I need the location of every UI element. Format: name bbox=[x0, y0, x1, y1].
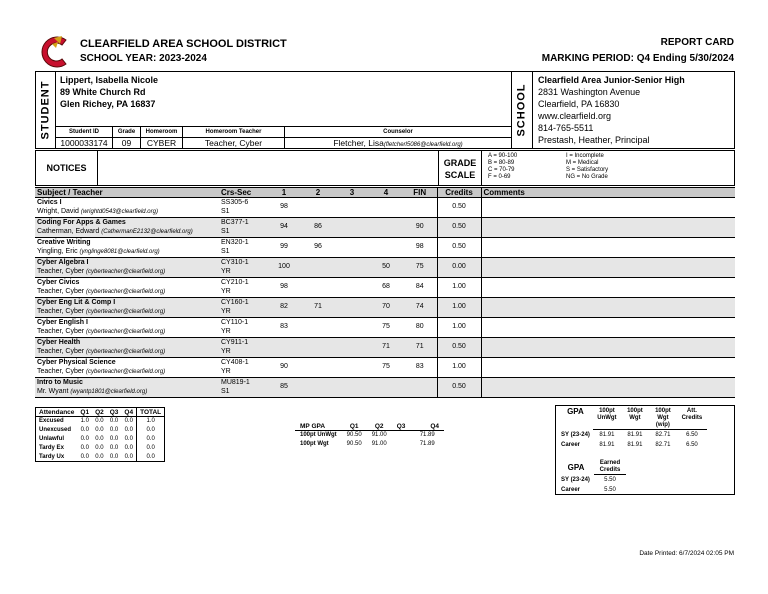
q3-grade bbox=[335, 338, 369, 358]
report-card-title: REPORT CARD bbox=[660, 37, 734, 48]
comments bbox=[481, 258, 735, 278]
credits: 1.00 bbox=[437, 278, 481, 298]
comments bbox=[481, 298, 735, 318]
grade-row bbox=[35, 258, 735, 278]
subject-cell bbox=[35, 218, 219, 238]
school-name: Clearfield Area Junior-Senior High bbox=[538, 75, 685, 85]
student-address1: 89 White Church Rd bbox=[60, 87, 146, 97]
teacher-name: Teacher, Cyber (cyberteacher@clearfield.org) bbox=[37, 268, 166, 275]
final-grade bbox=[403, 198, 437, 218]
student-id-cell: Student ID 1000033174 bbox=[56, 126, 112, 149]
grade-cell: Grade 09 bbox=[112, 126, 140, 149]
homeroom-teacher: Teacher, Cyber bbox=[204, 138, 263, 148]
q1-grade: 98 bbox=[267, 278, 301, 298]
col-q2: 2 bbox=[301, 188, 335, 198]
grades-table bbox=[35, 187, 735, 398]
teacher-name: Yingling, Eric (ynglinge8081@clearfield.org) bbox=[37, 248, 160, 255]
grade-row bbox=[35, 298, 735, 318]
q2-grade bbox=[301, 198, 335, 218]
homeroom-teacher-cell: Homeroom Teacher Teacher, Cyber bbox=[182, 126, 284, 149]
subject-name: Cyber Physical Science bbox=[37, 359, 116, 366]
school-logo-icon bbox=[36, 34, 76, 70]
earned-credits-table: GPA Earned Credits SY (23-24) 5.50 Career 5.50 bbox=[558, 460, 626, 495]
q1-grade: 100 bbox=[267, 258, 301, 278]
comments bbox=[481, 238, 735, 258]
q2-grade bbox=[301, 318, 335, 338]
q3-grade bbox=[335, 218, 369, 238]
school-web: www.clearfield.org bbox=[538, 111, 612, 121]
teacher-name: Mr. Wyant (wyantp1801@clearfield.org) bbox=[37, 388, 148, 395]
subject-name: Civics I bbox=[37, 199, 62, 206]
grade-row bbox=[35, 218, 735, 238]
teacher-name: Catherman, Edward (CathermanE2132@clearfield.org) bbox=[37, 228, 193, 235]
student-label: STUDENT bbox=[36, 72, 56, 148]
attendance-row: Tardy Ux 0.0 0.0 0.0 0.0 0.0 bbox=[36, 453, 165, 462]
student-school-box bbox=[35, 71, 735, 149]
crs-sec-cell: BC377-1 S1 bbox=[219, 218, 267, 238]
subject-name: Cyber Health bbox=[37, 339, 81, 346]
col-comments: Comments bbox=[481, 188, 735, 198]
final-grade: 98 bbox=[403, 238, 437, 258]
attendance-table: Attendance Q1 Q2 Q3 Q4 TOTAL Excused 1.0 0.0 0.0 0.0 1.0 Unexcused 0.0 0.0 0.0 0.0 0.0 Unlawful 0.0 0.0 0.0 0.0 0.0 Tardy Ex 0.0 0.0 0.0 0.0 0.0 Tardy Ux 0.0 0.0 0.0 0.0 0.0 bbox=[35, 407, 165, 462]
subject-cell bbox=[35, 238, 219, 258]
q1-grade: 90 bbox=[267, 358, 301, 378]
district-name: CLEARFIELD AREA SCHOOL DISTRICT bbox=[80, 38, 287, 50]
q4-grade: 70 bbox=[369, 298, 403, 318]
grade-row bbox=[35, 278, 735, 298]
final-grade: 74 bbox=[403, 298, 437, 318]
crs-sec-cell: CY310-1 YR bbox=[219, 258, 267, 278]
subject-cell bbox=[35, 298, 219, 318]
col-subject: Subject / Teacher bbox=[35, 188, 219, 198]
grade-row bbox=[35, 378, 735, 398]
q3-grade bbox=[335, 278, 369, 298]
subject-cell bbox=[35, 358, 219, 378]
date-printed: Date Printed: 6/7/2024 02:05 PM bbox=[639, 550, 734, 557]
crs-sec-cell: CY408-1 YR bbox=[219, 358, 267, 378]
gpa-row: SY (23-24) 81.91 81.91 82.71 6.50 bbox=[561, 431, 698, 438]
q1-grade: 85 bbox=[267, 378, 301, 398]
subject-cell bbox=[35, 278, 219, 298]
student-grade: 09 bbox=[121, 138, 132, 148]
subject-cell bbox=[35, 198, 219, 218]
subject-name: Coding For Apps & Games bbox=[37, 219, 126, 226]
subject-cell bbox=[35, 318, 219, 338]
school-info bbox=[538, 74, 685, 146]
q1-grade: 99 bbox=[267, 238, 301, 258]
crs-sec-cell: MU819-1 S1 bbox=[219, 378, 267, 398]
comments bbox=[481, 198, 735, 218]
notices-label: NOTICES bbox=[36, 151, 98, 185]
q2-grade bbox=[301, 358, 335, 378]
student-id: 1000033174 bbox=[60, 138, 108, 148]
homeroom-cell: Homeroom CYBER bbox=[140, 126, 182, 149]
subject-name: Creative Writing bbox=[37, 239, 91, 246]
school-year: SCHOOL YEAR: 2023-2024 bbox=[80, 53, 207, 64]
q1-grade: 82 bbox=[267, 298, 301, 318]
credits: 0.50 bbox=[437, 238, 481, 258]
q4-grade bbox=[369, 378, 403, 398]
q3-grade bbox=[335, 358, 369, 378]
crs-sec-cell: CY110-1 YR bbox=[219, 318, 267, 338]
teacher-name: Teacher, Cyber (cyberteacher@clearfield.org) bbox=[37, 308, 166, 315]
grade-row bbox=[35, 318, 735, 338]
comments bbox=[481, 358, 735, 378]
grade-row bbox=[35, 198, 735, 218]
q2-grade: 96 bbox=[301, 238, 335, 258]
final-grade: 90 bbox=[403, 218, 437, 238]
attendance-row: Unexcused 0.0 0.0 0.0 0.0 0.0 bbox=[36, 426, 165, 435]
comments bbox=[481, 218, 735, 238]
final-grade: 83 bbox=[403, 358, 437, 378]
q3-grade bbox=[335, 238, 369, 258]
school-phone: 814-765-5511 bbox=[538, 123, 594, 133]
student-name: Lippert, Isabella Nicole bbox=[60, 75, 159, 85]
q1-grade: 98 bbox=[267, 198, 301, 218]
q3-grade bbox=[335, 258, 369, 278]
col-credits: Credits bbox=[437, 188, 481, 198]
comments bbox=[481, 318, 735, 338]
teacher-name: Teacher, Cyber (cyberteacher@clearfield.org) bbox=[37, 368, 166, 375]
student-id-row bbox=[56, 126, 511, 149]
grade-scale-codes: I = Incomplete M = Medical S = Satisfactory NG = No Grade bbox=[566, 153, 609, 180]
q1-grade: 94 bbox=[267, 218, 301, 238]
earned-credits-row: Career 5.50 bbox=[561, 486, 616, 493]
teacher-name: Teacher, Cyber (cyberteacher@clearfield.org) bbox=[37, 348, 166, 355]
teacher-name: Teacher, Cyber (cyberteacher@clearfield.org) bbox=[37, 288, 166, 295]
student-homeroom: CYBER bbox=[146, 138, 177, 148]
attendance-row: Unlawful 0.0 0.0 0.0 0.0 0.0 bbox=[36, 435, 165, 444]
q1-grade bbox=[267, 338, 301, 358]
subject-cell bbox=[35, 378, 219, 398]
credits: 1.00 bbox=[437, 298, 481, 318]
credits: 0.50 bbox=[437, 338, 481, 358]
q3-grade bbox=[335, 298, 369, 318]
q4-grade: 75 bbox=[369, 358, 403, 378]
comments bbox=[481, 378, 735, 398]
crs-sec-cell: CY911-1 YR bbox=[219, 338, 267, 358]
credits: 0.50 bbox=[437, 198, 481, 218]
gpa-table: GPA 100pt UnWgt 100pt Wgt 100pt Wgt (wip) Att. Credits SY (23-24) 81.91 81.91 82.71 6.50 Career 81.91 81.91 82.71 6.50 bbox=[558, 408, 707, 450]
crs-sec-cell: EN320-1 S1 bbox=[219, 238, 267, 258]
credits: 1.00 bbox=[437, 318, 481, 338]
comments bbox=[481, 278, 735, 298]
attendance-row: Excused 1.0 0.0 0.0 0.0 1.0 bbox=[36, 417, 165, 426]
q4-grade bbox=[369, 218, 403, 238]
final-grade: 84 bbox=[403, 278, 437, 298]
q3-grade bbox=[335, 378, 369, 398]
q2-grade: 71 bbox=[301, 298, 335, 318]
q2-grade bbox=[301, 378, 335, 398]
school-principal: Prestash, Heather, Principal bbox=[538, 135, 650, 145]
subject-name: Intro to Music bbox=[37, 379, 83, 386]
col-q4: 4 bbox=[369, 188, 403, 198]
mp-gpa-row: 100pt Wgt 90.50 91.00 71.89 bbox=[300, 441, 435, 447]
q2-grade: 86 bbox=[301, 218, 335, 238]
q3-grade bbox=[335, 318, 369, 338]
col-q3: 3 bbox=[335, 188, 369, 198]
q1-grade: 83 bbox=[267, 318, 301, 338]
teacher-name: Wright, David (wrightd0543@clearfield.org) bbox=[37, 208, 158, 215]
grade-row bbox=[35, 338, 735, 358]
earned-credits-row: SY (23-24) 5.50 bbox=[561, 476, 616, 483]
grade-scale-letters: A = 90-100 B = 80-89 C = 70-79 F = 0-69 bbox=[488, 153, 518, 180]
q4-grade: 75 bbox=[369, 318, 403, 338]
q4-grade: 68 bbox=[369, 278, 403, 298]
subject-name: Cyber English I bbox=[37, 319, 88, 326]
subject-cell bbox=[35, 338, 219, 358]
col-crs-sec: Crs-Sec bbox=[219, 188, 267, 198]
credits: 1.00 bbox=[437, 358, 481, 378]
grades-header-row bbox=[35, 188, 735, 198]
q2-grade bbox=[301, 278, 335, 298]
teacher-name: Teacher, Cyber (cyberteacher@clearfield.org) bbox=[37, 328, 166, 335]
counselor-cell: Counselor Fletcher, Lisa(fletcherl5086@clearfield.org) bbox=[284, 126, 511, 149]
q4-grade bbox=[369, 238, 403, 258]
grade-row bbox=[35, 358, 735, 378]
subject-name: Cyber Eng Lit & Comp I bbox=[37, 299, 116, 306]
subject-name: Cyber Civics bbox=[37, 279, 80, 286]
final-grade: 80 bbox=[403, 318, 437, 338]
counselor: Fletcher, Lisa(fletcherl5086@clearfield.org) bbox=[333, 138, 463, 148]
credits: 0.50 bbox=[437, 218, 481, 238]
attendance-row: Tardy Ex 0.0 0.0 0.0 0.0 0.0 bbox=[36, 444, 165, 453]
final-grade: 71 bbox=[403, 338, 437, 358]
student-info bbox=[60, 74, 158, 110]
col-q1: 1 bbox=[267, 188, 301, 198]
q4-grade: 71 bbox=[369, 338, 403, 358]
gpa-row: Career 81.91 81.91 82.71 6.50 bbox=[561, 441, 698, 448]
marking-period: MARKING PERIOD: Q4 Ending 5/30/2024 bbox=[541, 53, 734, 64]
crs-sec-cell: SS305-6 S1 bbox=[219, 198, 267, 218]
notices-box bbox=[35, 150, 735, 186]
credits: 0.50 bbox=[437, 378, 481, 398]
q2-grade bbox=[301, 338, 335, 358]
mp-gpa-table: MP GPA Q1 Q2 Q3 Q4 100pt UnWgt 90.50 91.00 71.89 100pt Wgt 90.50 91.00 71.89 bbox=[295, 423, 444, 449]
final-grade bbox=[403, 378, 437, 398]
gpa-box bbox=[555, 405, 735, 495]
q3-grade bbox=[335, 198, 369, 218]
q4-grade: 50 bbox=[369, 258, 403, 278]
credits: 0.00 bbox=[437, 258, 481, 278]
school-label: SCHOOL bbox=[511, 72, 533, 148]
grade-row bbox=[35, 238, 735, 258]
subject-cell bbox=[35, 258, 219, 278]
col-fin: FIN bbox=[403, 188, 437, 198]
crs-sec-cell: CY210-1 YR bbox=[219, 278, 267, 298]
final-grade: 75 bbox=[403, 258, 437, 278]
mp-gpa-row: 100pt UnWgt 90.50 91.00 71.89 bbox=[300, 432, 435, 439]
crs-sec-cell: CY160-1 YR bbox=[219, 298, 267, 318]
grade-scale-label: GRADE SCALE bbox=[438, 151, 482, 185]
q2-grade bbox=[301, 258, 335, 278]
q4-grade bbox=[369, 198, 403, 218]
school-address2: Clearfield, PA 16830 bbox=[538, 99, 620, 109]
subject-name: Cyber Algebra I bbox=[37, 259, 89, 266]
school-address1: 2831 Washington Avenue bbox=[538, 87, 641, 97]
student-address2: Glen Richey, PA 16837 bbox=[60, 99, 156, 109]
comments bbox=[481, 338, 735, 358]
